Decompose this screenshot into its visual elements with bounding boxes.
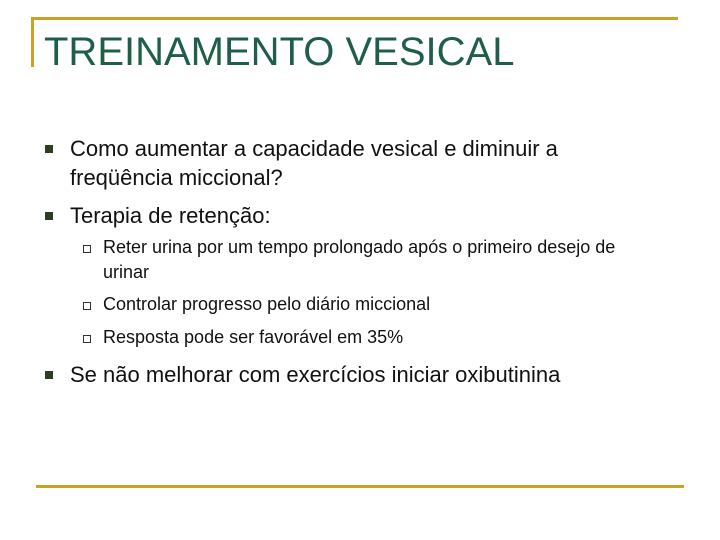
bullet-text-1: Como aumentar a capacidade vesical e diminuir a freqüência miccional?	[70, 136, 558, 190]
sub-bullet-text-1: Reter urina por um tempo prolongado após o primeiro desejo de urinar	[103, 237, 616, 282]
bottom-divider	[36, 485, 684, 488]
sub-bullet-text-2: Controlar progresso pelo diário miccional	[103, 294, 431, 314]
sub-bullet-text-3: Resposta pode ser favorável em 35%	[103, 327, 404, 347]
square-bullet-icon	[45, 212, 53, 220]
bullet-text-3: Se não melhorar com exercícios iniciar oxibutinina	[70, 362, 561, 387]
left-divider	[31, 17, 34, 67]
hollow-square-bullet-icon	[83, 335, 91, 343]
hollow-square-bullet-icon	[83, 245, 91, 253]
hollow-square-bullet-icon	[83, 302, 91, 310]
slide-title: TREINAMENTO VESICAL	[44, 30, 515, 74]
bullet-text-2: Terapia de retenção:	[70, 203, 271, 228]
top-divider	[31, 17, 678, 20]
square-bullet-icon	[45, 371, 53, 379]
square-bullet-icon	[45, 145, 53, 153]
